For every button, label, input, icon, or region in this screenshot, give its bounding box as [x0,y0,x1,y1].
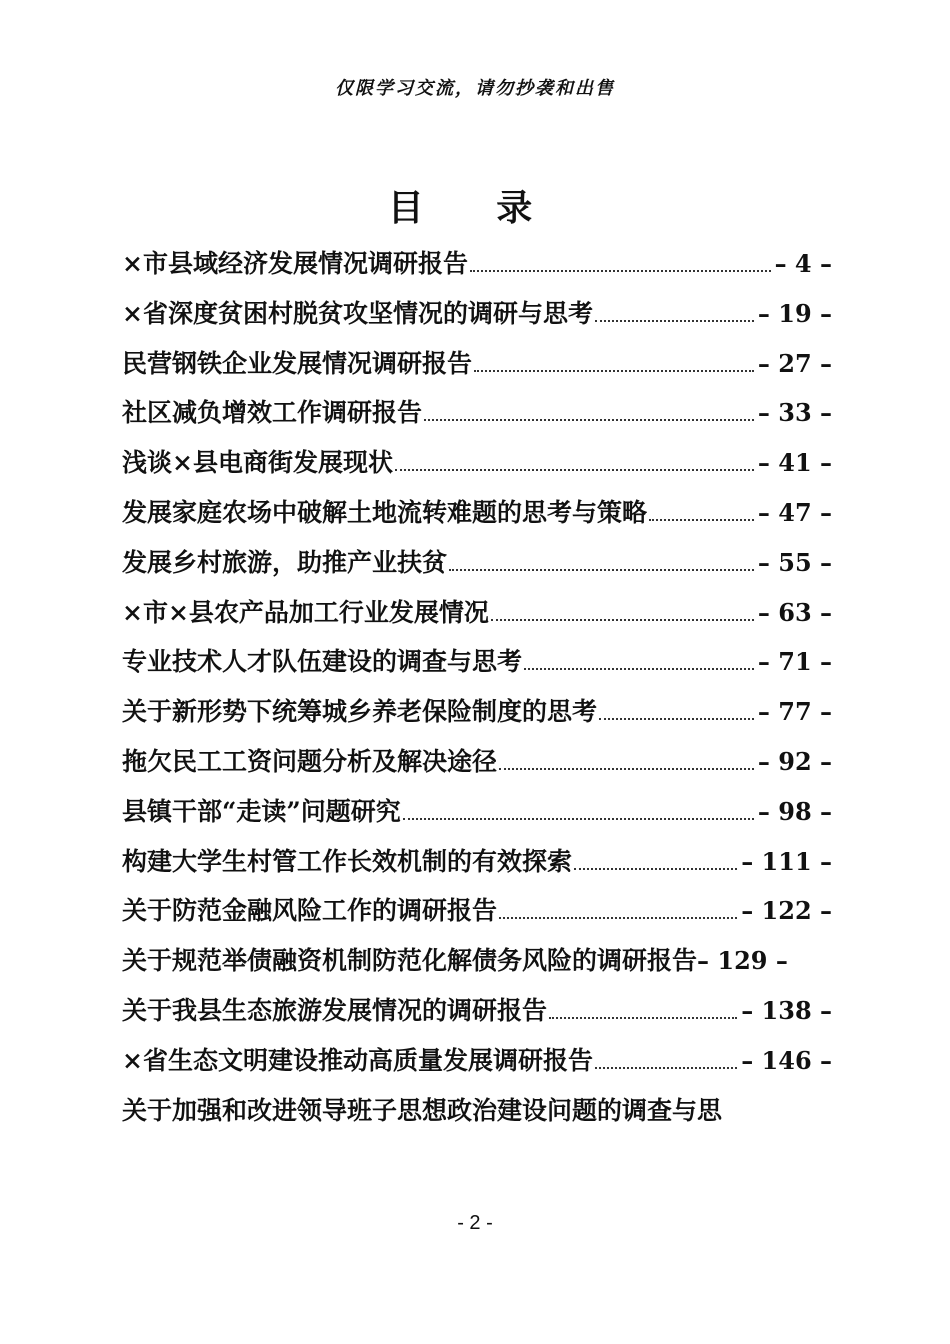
toc-entry[interactable] [122,742,832,792]
toc-entry[interactable] [122,941,874,991]
toc-entry-title: 关于防范金融风险工作的调研报告 [122,896,498,926]
header-note: 仅限学习交流，请勿抄袭和出售 [335,78,615,99]
toc-dot-leader [574,867,737,870]
toc-entry-page: – 19 – [757,298,832,328]
toc-entry[interactable] [122,543,832,593]
toc-dot-leader [549,1016,737,1019]
toc-dot-leader [524,667,754,670]
page-number: - 2 - [457,1212,493,1234]
toc-entry-page: – 4 – [774,249,832,278]
toc-entry-page: – 27 – [757,348,832,378]
toc-entry-title: ×市县域经济发展情况调研报告 [122,249,468,278]
toc-dot-leader [403,817,754,820]
toc-entry-page: – 138 – [741,995,832,1025]
toc-entry-page: – 33 – [757,398,832,428]
toc-entry[interactable] [122,891,832,941]
toc-entry-page: – 129 – [697,946,788,976]
toc-dot-leader [499,916,737,919]
toc-entry-title: 关于加强和改进领导班子思想政治建设问题的调查与思 [122,1095,723,1125]
toc-entry[interactable] [122,792,832,842]
toc-entry[interactable] [122,593,832,643]
toc-entry[interactable] [122,294,832,344]
toc-entry-page: – 77 – [757,697,832,727]
toc-dot-leader [449,568,754,571]
toc-entry[interactable] [122,344,832,394]
toc-entry[interactable] [122,443,832,493]
toc-entry-title: 专业技术人才队伍建设的调查与思考 [122,647,523,677]
toc-entry-page: – 47 – [757,497,832,527]
toc-entry[interactable] [122,692,832,742]
toc-entry-page: – 71 – [757,647,832,677]
toc-dot-leader [649,518,754,521]
toc-dot-leader [470,269,771,272]
toc-entry-title: 发展家庭农场中破解土地流转难题的思考与策略 [122,497,648,527]
toc-entry-title: 发展乡村旅游，助推产业扶贫 [122,547,448,577]
toc-entry[interactable] [122,244,832,294]
toc-entry-title: ×市×县农产品加工行业发展情况 [122,597,489,627]
toc-entry-title: 关于规范举债融资机制防范化解债务风险的调研报告 [122,946,698,976]
toc-entry-title: 拖欠民工工资问题分析及解决途径 [122,746,498,776]
toc-entry-page: – 146 – [741,1045,832,1075]
toc-entry-page: – 111 – [741,846,832,876]
toc-entry-title: 关于新形势下统筹城乡养老保险制度的思考 [122,697,598,727]
toc-entry[interactable] [122,642,832,692]
toc-entry-title: 关于我县生态旅游发展情况的调研报告 [122,995,548,1025]
toc-entry-title: 构建大学生村管工作长效机制的有效探索 [122,846,573,876]
toc-entry[interactable] [122,493,832,543]
toc-dot-leader [474,369,754,372]
toc-dot-leader [595,1066,737,1069]
toc-entry[interactable] [122,1091,832,1141]
toc-entry-page: – 122 – [741,896,832,926]
toc-dot-leader [595,319,754,322]
toc-entry-title: 社区减负增效工作调研报告 [122,398,423,428]
toc-entry[interactable] [122,1041,832,1091]
toc-dot-leader [499,767,754,770]
toc-entry-page: – 92 – [757,746,832,776]
toc-entry[interactable] [122,842,832,892]
toc-dot-leader [491,618,754,621]
toc-entry-title: ×省生态文明建设推动高质量发展调研报告 [122,1045,593,1075]
toc-entry[interactable] [122,991,832,1041]
toc-dot-leader [424,418,754,421]
toc-dot-leader [599,717,754,720]
toc-dot-leader [395,468,754,471]
toc-entry-page: – 98 – [757,796,832,826]
page-title: 目 录 [387,187,563,229]
toc-entry-page: – 63 – [757,597,832,627]
toc-entry[interactable] [122,393,832,443]
table-of-contents [122,244,832,1140]
toc-entry-title: 浅谈×县电商街发展现状 [122,448,393,478]
toc-entry-page: – 41 – [757,448,832,478]
toc-entry-title: 县镇干部“走读”问题研究 [122,796,401,826]
toc-entry-page: – 55 – [757,547,832,577]
toc-entry-title: 民营钢铁企业发展情况调研报告 [122,348,473,378]
toc-entry-title: ×省深度贫困村脱贫攻坚情况的调研与思考 [122,298,593,328]
